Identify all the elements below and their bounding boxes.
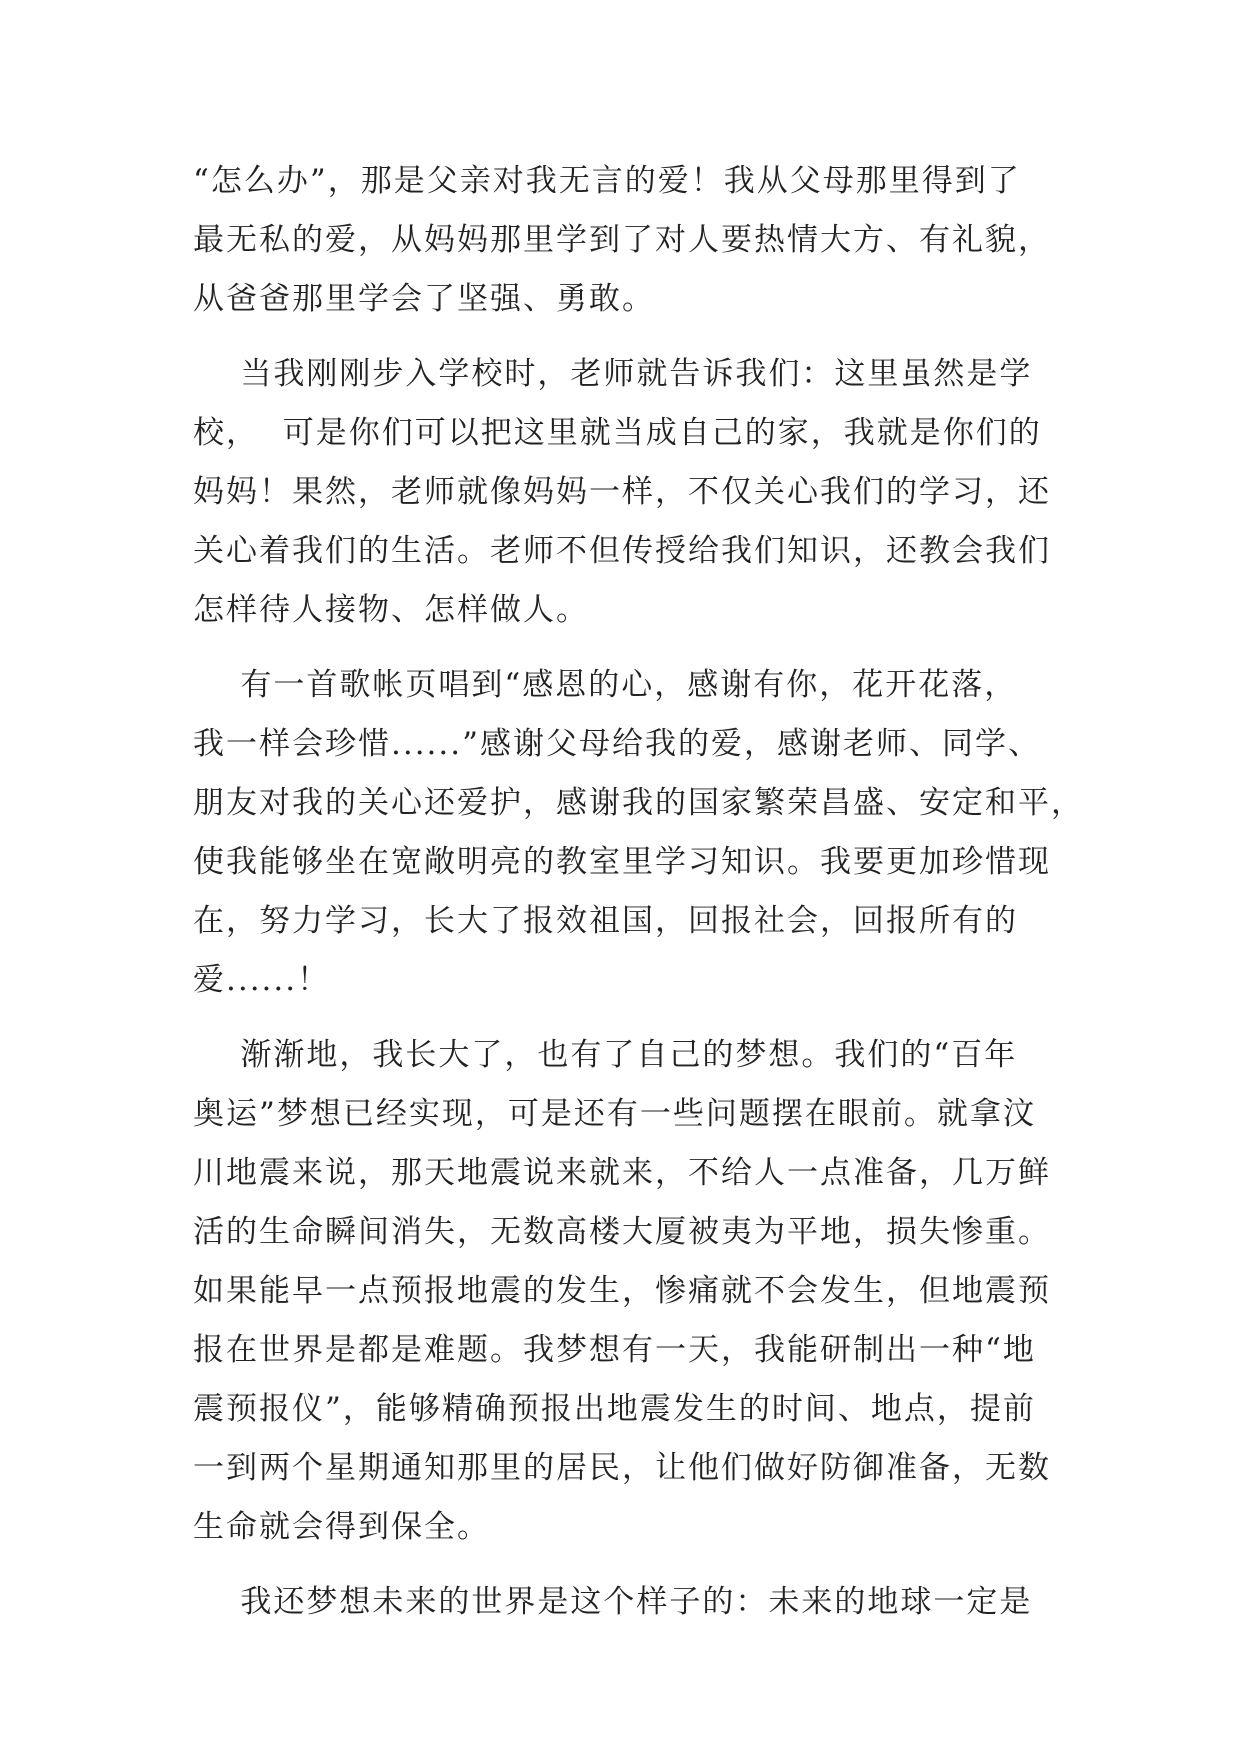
text-line: 在，努力学习，长大了报效祖国，回报社会，回报所有的 bbox=[193, 903, 1018, 939]
text-line: 奥运”梦想已经实现，可是还有一些问题摆在眼前。就拿汶 bbox=[193, 1096, 1036, 1132]
text-line: 爱......！ bbox=[193, 962, 331, 998]
text-line: “怎么办”，那是父亲对我无言的爱！我从父母那里得到了 bbox=[193, 163, 1021, 199]
text-line: 有一首歌帐页唱到“感恩的心，感谢有你，花开花落， bbox=[193, 667, 1018, 703]
text-line: 从爸爸那里学会了坚强、勇敢。 bbox=[193, 281, 655, 317]
text-line: 渐渐地，我长大了，也有了自己的梦想。我们的“百年 bbox=[193, 1037, 1018, 1073]
text-line: 怎样待人接物、怎样做人。 bbox=[193, 592, 589, 628]
text-line: 如果能早一点预报地震的发生，惨痛就不会发生，但地震预 bbox=[193, 1273, 1051, 1309]
text-line: 使我能够坐在宽敞明亮的教室里学习知识。我要更加珍惜现 bbox=[193, 844, 1051, 880]
text-line: 当我刚刚步入学校时，老师就告诉我们：这里虽然是学 bbox=[193, 356, 1033, 392]
text-line: 关心着我们的生活。老师不但传授给我们知识，还教会我们 bbox=[193, 533, 1051, 569]
text-line: 一到两个星期通知那里的居民，让他们做好防御准备，无数 bbox=[193, 1450, 1051, 1486]
text-line: 我一样会珍惜......”感谢父母给我的爱，感谢老师、同学、 bbox=[193, 726, 1041, 762]
document-body bbox=[193, 152, 1084, 1632]
text-line: 报在世界是都是难题。我梦想有一天，我能研制出一种“地 bbox=[193, 1332, 1036, 1368]
text-line: 震预报仪”，能够精确预报出地震发生的时间、地点，提前 bbox=[193, 1391, 1036, 1427]
text-line: 川地震来说，那天地震说来就来，不给人一点准备，几万鲜 bbox=[193, 1155, 1051, 1191]
text-line: 我还梦想未来的世界是这个样子的：未来的地球一定是 bbox=[193, 1584, 1033, 1620]
text-line: 朋友对我的关心还爱护，感谢我的国家繁荣昌盛、安定和平， bbox=[193, 785, 1084, 821]
text-line: 最无私的爱，从妈妈那里学到了对人要热情大方、有礼貌， bbox=[193, 222, 1051, 258]
text-line: 校， 可是你们可以把这里就当成自己的家，我就是你们的 bbox=[193, 415, 1042, 451]
text-line: 活的生命瞬间消失，无数高楼大厦被夷为平地，损失惨重。 bbox=[193, 1214, 1051, 1250]
text-line: 妈妈！果然，老师就像妈妈一样，不仅关心我们的学习，还 bbox=[193, 474, 1051, 510]
text-line: 生命就会得到保全。 bbox=[193, 1509, 490, 1545]
